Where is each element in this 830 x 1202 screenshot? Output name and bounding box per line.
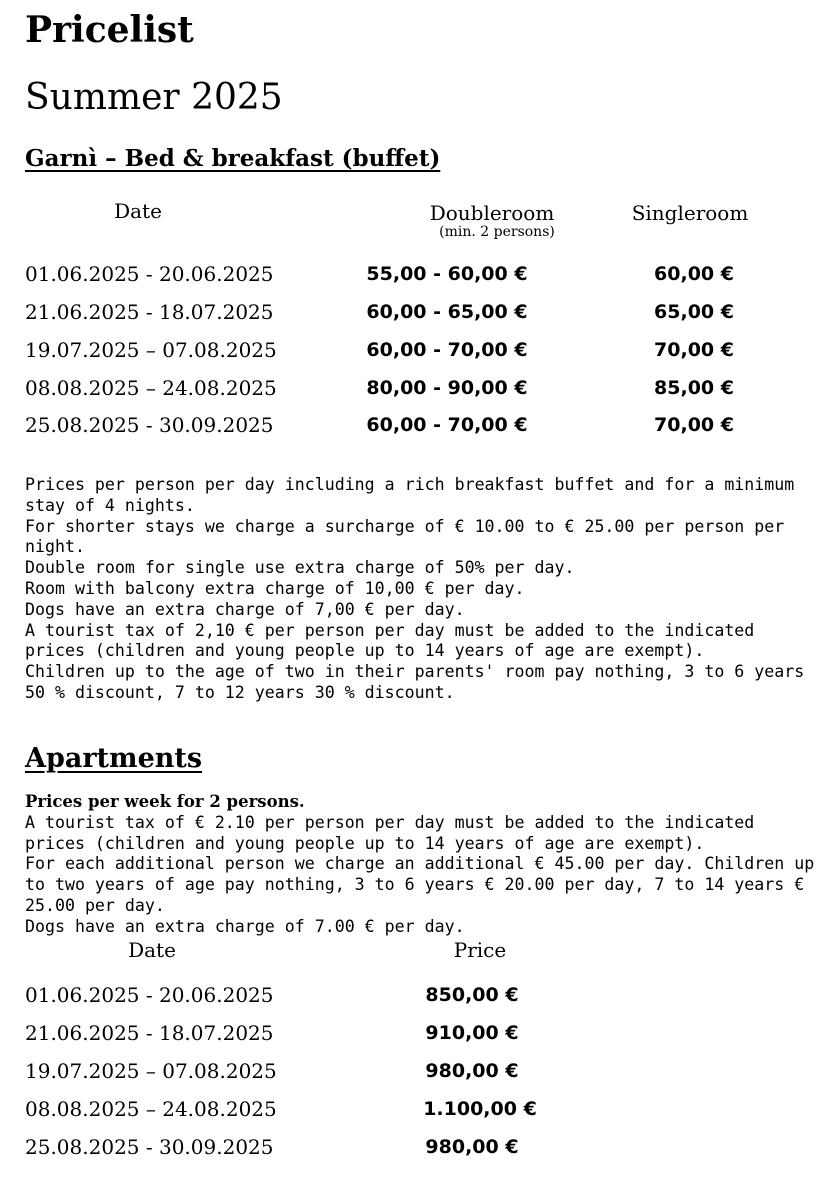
garni-singleroom-price: 70,00 € xyxy=(654,339,734,361)
apt-weekly-price: 980,00 € xyxy=(425,1060,519,1082)
apt-date-cell: 08.08.2025 – 24.08.2025 xyxy=(25,1097,277,1121)
garni-doubleroom-price: 55,00 - 60,00 € xyxy=(366,263,528,285)
apt-note-additional-person: For each additional person we charge an additional € 45.00 per day. Children up to two years of age pay nothing, 3 to 6 years € 20.00 per day, 7 to 14 years € 25.00 per day. xyxy=(25,854,815,915)
apt-date-cell: 21.06.2025 - 18.07.2025 xyxy=(25,1021,274,1045)
apt-note-tourist-tax: A tourist tax of € 2.10 per person per day must be added to the indicated prices (children and young people up to 14 years of age are exempt). xyxy=(25,812,755,853)
garni-notes xyxy=(25,475,815,704)
note-short-stay-surcharge: For shorter stays we charge a surcharge of € 10.00 to € 25.00 per person per night. xyxy=(25,516,785,557)
apartments-section-heading: Apartments xyxy=(25,743,203,774)
apt-date-cell: 01.06.2025 - 20.06.2025 xyxy=(25,983,274,1007)
apartments-price-row xyxy=(0,1018,830,1048)
note-dogs: Dogs have an extra charge of 7,00 € per day. xyxy=(25,599,465,619)
garni-doubleroom-min-note: (min. 2 persons) xyxy=(439,224,555,240)
garni-price-row xyxy=(0,373,830,403)
garni-doubleroom-price: 60,00 - 65,00 € xyxy=(366,301,528,323)
garni-date-cell: 01.06.2025 - 20.06.2025 xyxy=(25,262,274,286)
garni-price-row xyxy=(0,259,830,289)
garni-date-cell: 21.06.2025 - 18.07.2025 xyxy=(25,300,274,324)
page-title: Pricelist xyxy=(25,9,194,51)
apt-weekly-price: 910,00 € xyxy=(425,1022,519,1044)
garni-date-cell: 19.07.2025 – 07.08.2025 xyxy=(25,338,277,362)
garni-doubleroom-price: 80,00 - 90,00 € xyxy=(366,377,528,399)
apartments-date-column-header: Date xyxy=(128,938,176,962)
apartments-price-row xyxy=(0,1094,830,1124)
garni-price-row xyxy=(0,335,830,365)
apartments-notes xyxy=(25,792,815,938)
garni-date-cell: 25.08.2025 - 30.09.2025 xyxy=(25,413,274,437)
apartments-price-row xyxy=(0,1132,830,1162)
apartments-price-basis: Prices per week for 2 persons. xyxy=(25,792,305,811)
garni-date-cell: 08.08.2025 – 24.08.2025 xyxy=(25,376,277,400)
note-tourist-tax: A tourist tax of 2,10 € per person per day must be added to the indicated prices (children and young people up to 14 years of age are exempt). xyxy=(25,620,755,661)
note-single-use: Double room for single use extra charge of 50% per day. xyxy=(25,558,575,578)
apt-weekly-price: 1.100,00 € xyxy=(423,1098,537,1120)
apartments-price-row xyxy=(0,1056,830,1086)
garni-doubleroom-price: 60,00 - 70,00 € xyxy=(366,414,528,436)
garni-singleroom-price: 65,00 € xyxy=(654,301,734,323)
note-balcony: Room with balcony extra charge of 10,00 € per day. xyxy=(25,578,525,598)
garni-price-row xyxy=(0,297,830,327)
garni-doubleroom-price: 60,00 - 70,00 € xyxy=(366,339,528,361)
garni-price-row xyxy=(0,410,830,440)
apt-note-dogs: Dogs have an extra charge of 7.00 € per day. xyxy=(25,916,465,936)
garni-section-heading: Garnì – Bed & breakfast (buffet) xyxy=(25,145,441,172)
garni-date-column-header: Date xyxy=(114,199,162,223)
apartments-price-row xyxy=(0,980,830,1010)
garni-doubleroom-column-header: Doubleroom xyxy=(429,201,555,225)
apartments-price-column-header: Price xyxy=(453,938,507,962)
apt-date-cell: 25.08.2025 - 30.09.2025 xyxy=(25,1135,274,1159)
apt-weekly-price: 850,00 € xyxy=(425,984,519,1006)
note-children-discount: Children up to the age of two in their parents' room pay nothing, 3 to 6 years 50 % discount, 7 to 12 years 30 % discount. xyxy=(25,662,805,702)
garni-singleroom-price: 85,00 € xyxy=(654,377,734,399)
garni-singleroom-price: 60,00 € xyxy=(654,263,734,285)
note-minimum-stay: Prices per person per day including a rich breakfast buffet and for a minimum stay of 4 nights. xyxy=(25,475,795,515)
apt-date-cell: 19.07.2025 – 07.08.2025 xyxy=(25,1059,277,1083)
garni-singleroom-price: 70,00 € xyxy=(654,414,734,436)
season-title: Summer 2025 xyxy=(25,77,283,118)
apt-weekly-price: 980,00 € xyxy=(425,1136,519,1158)
garni-singleroom-column-header: Singleroom xyxy=(631,201,749,225)
